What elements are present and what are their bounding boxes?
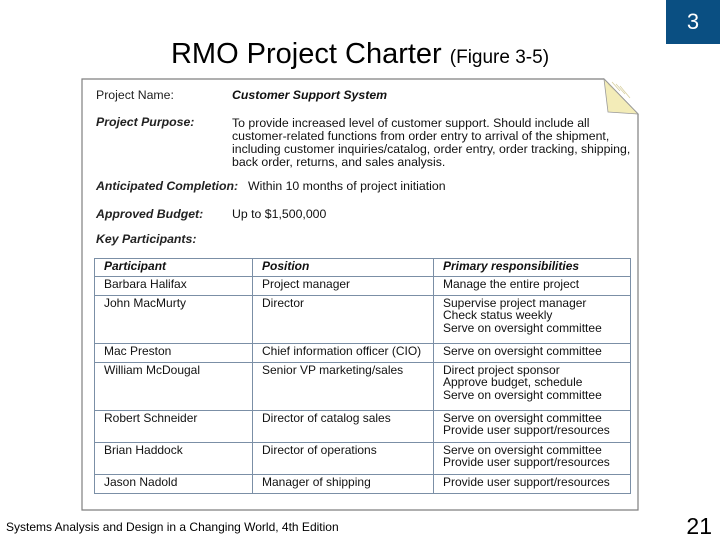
slide-title-suffix: (Figure 3-5) (449, 47, 550, 68)
responsibility-line: Check status weekly (443, 308, 553, 323)
key-participants-label: Key Participants: (96, 232, 197, 246)
project-purpose-label: Project Purpose: (96, 115, 195, 129)
table-row (95, 344, 631, 363)
purpose-line: back order, returns, and sales analysis. (232, 155, 446, 170)
participant-cell: Jason Nadold (95, 475, 253, 494)
approved-budget-label: Approved Budget: (96, 207, 204, 221)
key-participants-table (94, 258, 631, 494)
participant-cell: Brian Haddock (95, 443, 253, 475)
responsibility-line: Supervise project manager (443, 296, 587, 310)
responsibility-line: Provide user support/resources (443, 455, 610, 470)
responsibilities-cell (434, 443, 631, 475)
position-cell: Senior VP marketing/sales (253, 363, 434, 411)
responsibility-line: Approve budget, schedule (443, 375, 583, 390)
participant-cell: Barbara Halifax (95, 277, 253, 296)
column-header-participant: Participant (95, 259, 253, 277)
responsibility-line: Serve on oversight committee (443, 443, 602, 457)
charter-content (80, 76, 640, 512)
responsibilities-cell (434, 411, 631, 443)
approved-budget-value: Up to $1,500,000 (232, 207, 327, 221)
table-row (95, 363, 631, 411)
project-purpose-text (232, 117, 642, 169)
project-name-value: Customer Support System (232, 88, 388, 102)
responsibility-line: Serve on oversight committee (443, 411, 602, 425)
position-cell: Director of catalog sales (253, 411, 434, 443)
responsibilities-cell (434, 296, 631, 344)
column-header-position: Position (253, 259, 434, 277)
table-row (95, 411, 631, 443)
position-cell: Chief information officer (CIO) (253, 344, 434, 363)
responsibility-line: Direct project sponsor (443, 363, 560, 377)
slide-footer: Systems Analysis and Design in a Changing World, 4th Edition (6, 520, 339, 534)
anticipated-completion-value: Within 10 months of project initiation (248, 179, 446, 193)
responsibility-line: Provide user support/resources (443, 423, 610, 438)
chapter-number: 3 (686, 9, 700, 34)
table-row (95, 277, 631, 296)
project-name-label: Project Name: (96, 88, 174, 102)
participant-cell: Robert Schneider (95, 411, 253, 443)
anticipated-completion-label: Anticipated Completion: (96, 179, 239, 193)
responsibility-line: Serve on oversight committee (443, 344, 602, 358)
position-cell: Director (253, 296, 434, 344)
responsibilities-cell (434, 277, 631, 296)
table-row (95, 296, 631, 344)
participant-cell: Mac Preston (95, 344, 253, 363)
column-header-responsibilities: Primary responsibilities (434, 259, 631, 277)
responsibility-line: Manage the entire project (443, 277, 580, 291)
purpose-line: including customer inquiries/catalog, order entry, order tracking, shipping, (232, 142, 631, 157)
responsibility-line: Serve on oversight committee (443, 320, 602, 335)
position-cell: Manager of shipping (253, 475, 434, 494)
page-number: 21 (686, 513, 712, 539)
responsibilities-cell (434, 363, 631, 411)
responsibilities-cell (434, 344, 631, 363)
table-header-row (95, 259, 631, 277)
table-row (95, 475, 631, 494)
responsibilities-cell (434, 475, 631, 494)
table-row (95, 443, 631, 475)
responsibility-line: Serve on oversight committee (443, 387, 602, 402)
participant-cell: William McDougal (95, 363, 253, 411)
responsibility-line: Provide user support/resources (443, 475, 610, 489)
slide-title (0, 38, 720, 71)
purpose-line: To provide increased level of customer support. Should include all (232, 116, 590, 130)
purpose-line: customer-related functions from order entry to arrival of the shipment, (232, 129, 610, 144)
participant-cell: John MacMurty (95, 296, 253, 344)
project-charter-figure (80, 76, 640, 512)
position-cell: Project manager (253, 277, 434, 296)
position-cell: Director of operations (253, 443, 434, 475)
slide-title-main: RMO Project Charter (170, 38, 442, 70)
